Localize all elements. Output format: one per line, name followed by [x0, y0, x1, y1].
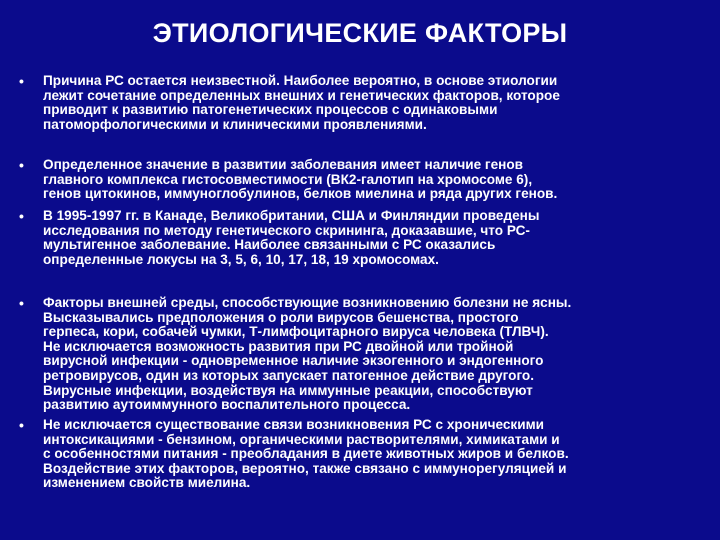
- bullet-item-screening: [19, 209, 699, 267]
- bullet-icon: •: [19, 157, 24, 173]
- bullet-text: В 1995-1997 гг. в Канаде, Великобритании, США и Финляндии проведены исследования по методу генетического скрининга, доказавшие, что РС- мультигенное заболевание. Наиболее связанными с РС оказались определенные локусы на 3, 5, 6, 10, 17, 18, 19 хромосомах.: [43, 208, 540, 267]
- bullet-text: Факторы внешней среды, способствующие возникновению болезни не ясны. Высказывались предположения о роли вирусов бешенства, простого герпеса, кори, собачей чумки, Т-лимфоцитарного вируса человека (ТЛВЧ). Не исключается возможность развития при РС двойной или тройной вирусной инфекции - одновременное наличие экзогенного и эндогенного ретровирусов, один из которых запускает патогенное действие другого. Вирусные инфекции, воздействуя на иммунные реакции, способствуют развитию аутоиммунного воспалительного процесса.: [43, 295, 572, 413]
- bullet-item-genes: [19, 158, 699, 202]
- bullet-text: Определенное значение в развитии заболевания имеет наличие генов главного комплекса гистосовместимости (ВК2-галотип на хромосоме 6), генов цитокинов, иммуноглобулинов, белков миелина и ряда других генов.: [43, 157, 558, 202]
- bullet-item-environment: [19, 296, 699, 413]
- slide-title: ЭТИОЛОГИЧЕСКИЕ ФАКТОРЫ: [152, 18, 568, 48]
- bullet-icon: •: [19, 208, 24, 224]
- bullet-text: Не исключается существование связи возникновения РС с хроническими интоксикациями - бензином, органическими растворителями, химикатами и с особенностями питания - преобладания в диете животных жиров и белков. Воздействие этих факторов, вероятно, также связано с иммунорегуляцией и изменением свойств миелина.: [43, 417, 569, 491]
- bullet-icon: •: [19, 73, 24, 89]
- bullet-icon: •: [19, 417, 24, 433]
- bullet-text: Причина РС остается неизвестной. Наиболее вероятно, в основе этиологии лежит сочетание определенных внешних и генетических факторов, которое приводит к развитию патогенетических процессов с одинаковыми патоморфологическими и клиническими проявлениями.: [43, 73, 560, 132]
- bullet-item-cause: [19, 74, 699, 132]
- bullet-icon: •: [19, 295, 24, 311]
- bullet-item-intoxication: [19, 418, 699, 491]
